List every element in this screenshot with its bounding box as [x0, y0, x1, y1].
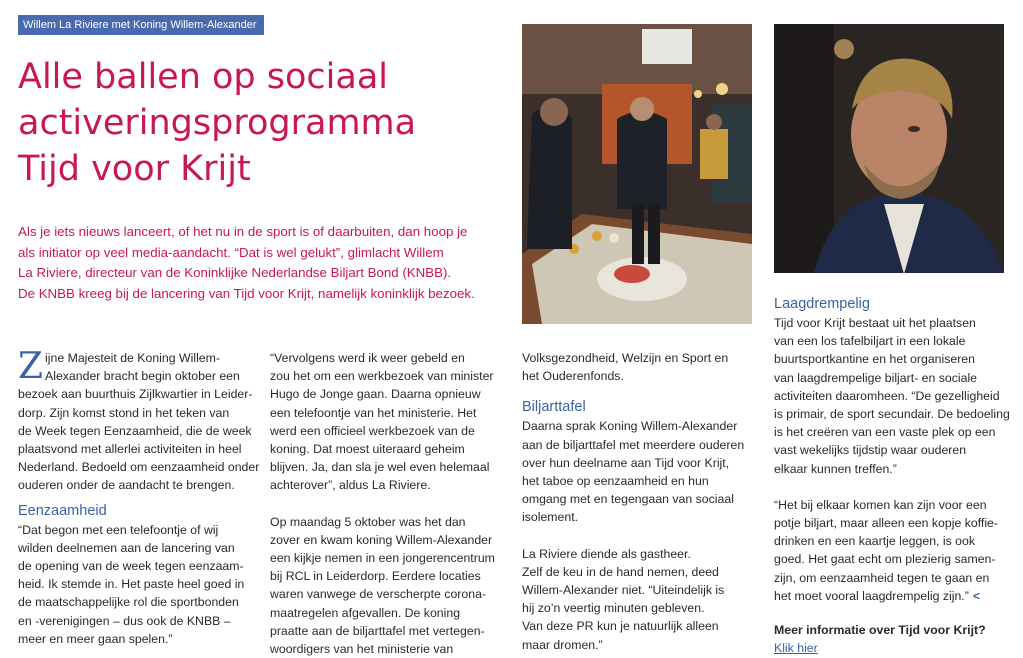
text-line: een kijkje nemen in een jongerencentrum	[270, 551, 495, 566]
text-line: zijn, om eenzaamheid tegen te gaan en	[774, 570, 990, 585]
paragraph	[522, 417, 757, 526]
text-line: Zelf de keu in de hand nemen, deed	[522, 564, 719, 579]
paragraph	[270, 349, 505, 495]
paragraph	[774, 496, 1014, 605]
text-line: hij zo’n veertig minuten gebleven.	[522, 601, 705, 616]
text-line: is primair, de sport secundair. De bedoeling	[774, 407, 1010, 422]
text-line: over hun deelname aan Tijd voor Krijt,	[522, 455, 730, 470]
headline-line: Tijd voor Krijt	[18, 149, 251, 189]
text-line: aan de biljarttafel met meerdere ouderen	[522, 437, 745, 452]
intro-line: als initiator op veel media-aandacht. “Dat is wel gelukt”, glimlacht Willem	[18, 244, 444, 260]
text-line: achterover”, aldus La Riviere.	[270, 478, 431, 493]
text-line: meer en meer gaan spelen.”	[18, 631, 173, 646]
text-line: buurtsportkantine en het organiseren	[774, 352, 975, 367]
text-line: werd een officieel werkbezoek van de	[270, 423, 475, 438]
article-column-1	[18, 346, 260, 648]
subheading-laagdrempelig: Laagdrempelig	[774, 296, 870, 312]
text-line: heid. Ik stemde in. Het paste heel goed in	[18, 577, 245, 592]
paragraph	[522, 545, 757, 654]
click-here-link[interactable]: Klik hier	[774, 641, 818, 656]
text-line: elkaar kunnen treffen.”	[774, 461, 897, 476]
paragraph	[18, 346, 260, 495]
article-column-2	[270, 349, 505, 658]
photo-illustration	[522, 24, 752, 324]
text-line: dorp. Zijn komst stond in het teken van	[18, 405, 230, 420]
drop-cap: Z	[18, 346, 44, 387]
text-line: activiteiten daaromheen. “De gezelligheid	[774, 388, 1000, 403]
text-line: maar dromen.”	[522, 637, 603, 652]
text-line: zou het om een werkbezoek van minister	[270, 369, 494, 384]
text-line: ijne Majesteit de Koning Willem-	[45, 351, 220, 365]
text-line: Willem-Alexander niet. “Uiteindelijk is	[522, 583, 725, 598]
text-line: de opening van de week tegen eenzaam-	[18, 559, 244, 574]
text-line: goed. Het gaat echt om plezierig samen-	[774, 552, 996, 567]
end-mark-icon: <	[972, 588, 980, 603]
text-line: ouderen onder de aandacht te brengen.	[18, 478, 235, 493]
text-line: koning. Dat moest uiteraard geheim	[270, 442, 465, 457]
paragraph	[270, 513, 505, 658]
paragraph-gap	[270, 495, 505, 513]
text-line: Daarna sprak Koning Willem-Alexander	[522, 419, 738, 434]
photo-king-billiard-table	[522, 24, 752, 324]
text-line: waren vanwege de verscherpte corona-	[270, 587, 487, 602]
text-line: La Riviere diende als gastheer.	[522, 546, 691, 561]
text-line: het taboe op eenzaamheid en hun	[522, 474, 709, 489]
portrait-illustration	[774, 24, 1004, 273]
text-line: een telefoontje van het ministerie. Het	[270, 405, 477, 420]
paragraph	[522, 349, 757, 385]
text-line: is het creëren van een vaste plek op een	[774, 425, 996, 440]
text-line: en -verenigingen – dus ook de KNBB –	[18, 613, 231, 628]
text-line: “Het bij elkaar komen kan zijn voor een	[774, 497, 987, 512]
text-line: Tijd voor Krijt bestaat uit het plaatsen	[774, 316, 976, 330]
text-line: blijven. Ja, dan sla je wel even helemaal	[270, 460, 490, 475]
intro-line: Als je iets nieuws lanceert, of het nu in de sport is of daarbuiten, dan hoop je	[18, 224, 468, 239]
text-line: praatte aan de biljarttafel met vertegen-	[270, 623, 485, 638]
text-line: bezoek aan buurthuis Zijlkwartier in Leider-	[18, 387, 253, 402]
text-line: Van deze PR kun je natuurlijk alleen	[522, 619, 719, 634]
intro-line: De KNBB kreeg bij de lancering van Tijd voor Krijt, namelijk koninklijk bezoek.	[18, 285, 475, 301]
paragraph-gap	[774, 478, 1014, 496]
text-line: omgang met en tegengaan van sociaal	[522, 492, 734, 507]
text-line: het Ouderenfonds.	[522, 369, 624, 384]
headline-line: Alle ballen op sociaal	[18, 57, 388, 97]
text-line: van een los tafelbiljart in een lokale	[774, 334, 966, 349]
paragraph	[774, 314, 1014, 478]
text-line: potje biljart, maar alleen een kopje koffie-	[774, 516, 998, 531]
article-column-3	[522, 349, 757, 654]
text-line: “Vervolgens werd ik weer gebeld en	[270, 351, 465, 365]
intro-line: La Riviere, directeur van de Koninklijke Nederlandse Biljart Bond (KNBB).	[18, 265, 452, 280]
caption-tag: Willem La Riviere met Koning Willem-Alexander	[18, 15, 264, 35]
text-line	[774, 587, 1014, 605]
text-line: Op maandag 5 oktober was het dan	[270, 514, 466, 529]
text-line: de maatschappelijke rol die sportbonden	[18, 595, 239, 610]
text-line: zover en kwam koning Willem-Alexander	[270, 532, 493, 547]
text-line: Alexander bracht begin oktober een	[45, 369, 240, 384]
text-line: plaatsvond met allerlei activiteiten in heel	[18, 442, 242, 457]
article-headline	[18, 54, 508, 192]
text-line-content: het moet vooral laagdrempelig zijn.”	[774, 588, 969, 603]
text-line: wilden deelnemen aan de lancering van	[18, 540, 235, 555]
text-line: isolement.	[522, 510, 579, 525]
text-line: de Week tegen Eenzaamheid, die de week	[18, 423, 252, 438]
text-line: Hugo de Jonge gaan. Daarna opnieuw	[270, 387, 481, 402]
text-line: Volksgezondheid, Welzijn en Sport en	[522, 351, 729, 365]
more-info-question: Meer informatie over Tijd voor Krijt?	[774, 623, 986, 638]
text-line: bij RCL in Leiderdorp. Eerdere locaties	[270, 569, 481, 584]
text-line: vast wekelijks tijdstip waar ouderen	[774, 443, 967, 458]
text-line: Nederland. Bedoeld om eenzaamheid onder	[18, 460, 260, 475]
text-line: woordigers van het ministerie van	[270, 642, 454, 657]
subheading-biljarttafel: Biljarttafel	[522, 399, 586, 416]
headline-line: activeringsprogramma	[18, 103, 417, 143]
photo-king-portrait	[774, 24, 1004, 273]
paragraph	[18, 521, 250, 648]
text-line: “Dat begon met een telefoontje of wij	[18, 522, 219, 537]
text-line: maatregelen afgevallen. De koning	[270, 605, 461, 620]
subheading-eenzaamheid: Eenzaamheid	[18, 502, 107, 519]
text-line: van laagdrempelige biljart- en sociale	[774, 370, 978, 385]
intro-paragraph	[18, 222, 513, 304]
text-line: drinken en een kaartje leggen, is ook	[774, 534, 975, 549]
article-column-4	[774, 294, 1014, 657]
paragraph-gap	[522, 527, 757, 545]
